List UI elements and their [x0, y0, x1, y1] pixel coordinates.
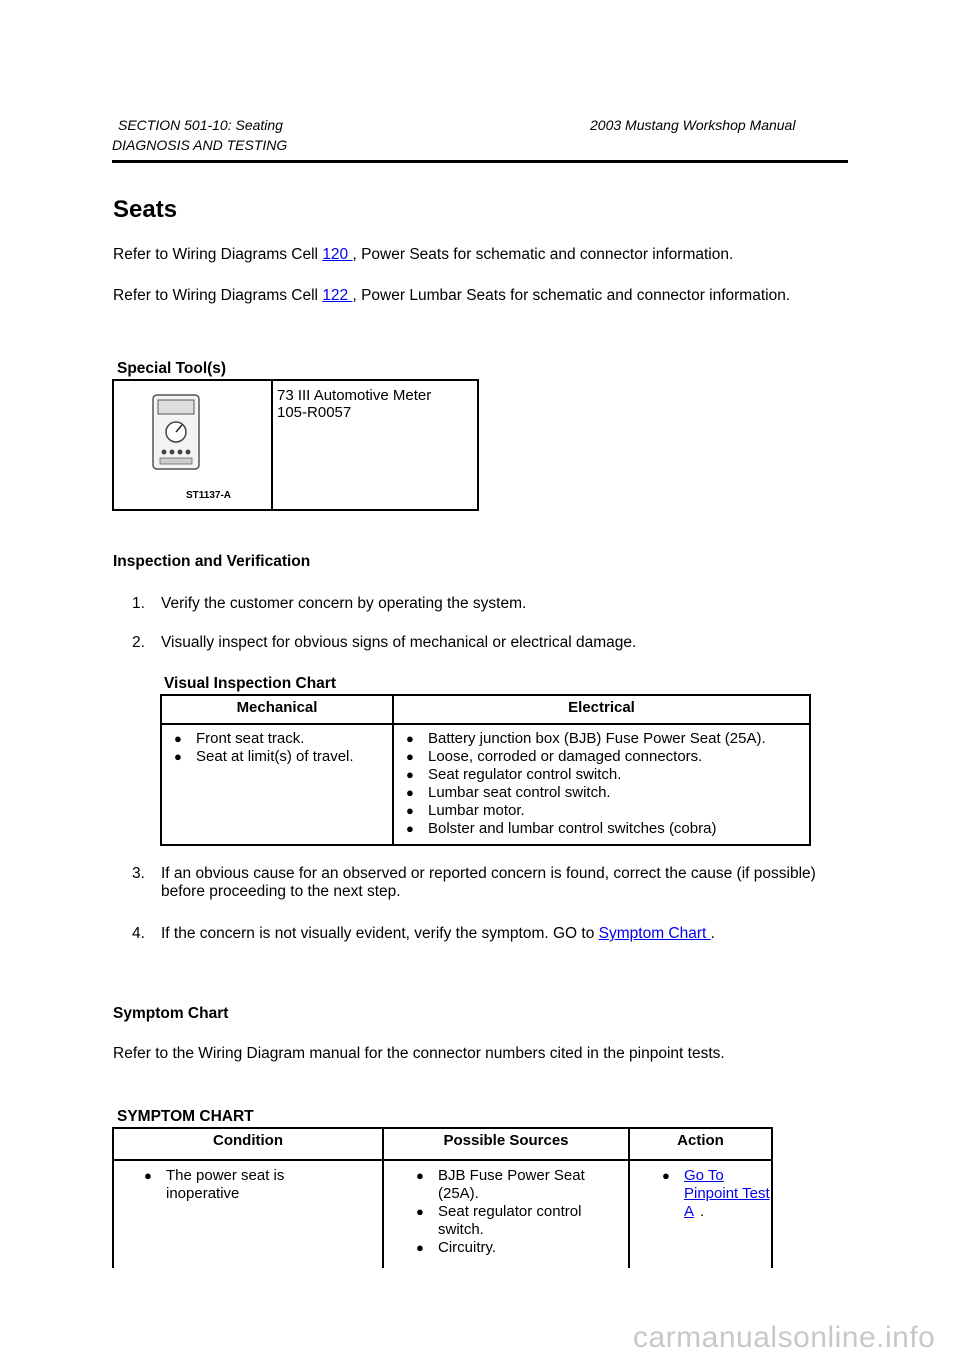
mechanical-column-header: Mechanical — [161, 695, 393, 724]
action-suffix: . — [700, 1203, 705, 1220]
step-4-prefix: If the concern is not visually evident, verify the symptom. GO to — [161, 925, 599, 942]
section-header: SECTION 501-10: Seating — [118, 117, 283, 133]
header-rule — [112, 160, 848, 163]
electrical-item: ● Loose, corroded or damaged connectors. — [404, 748, 809, 766]
visual-inspection-chart-label: Visual Inspection Chart — [164, 675, 336, 692]
tool-image-caption: ST1137-A — [186, 490, 232, 501]
symptom-chart-table — [112, 1127, 773, 1268]
step-3-number: 3. — [132, 865, 145, 882]
electrical-item: ● Bolster and lumbar control switches (cobra) — [404, 820, 809, 838]
ref-2-suffix: , Power Lumbar Seats for schematic and connector information. — [352, 287, 791, 304]
step-2-number: 2. — [132, 634, 145, 651]
sources-cell — [383, 1160, 629, 1268]
mechanical-item: ● Front seat track. — [172, 730, 392, 748]
inspection-heading: Inspection and Verification — [113, 553, 311, 570]
cell-120-link[interactable]: 120 — [322, 246, 353, 263]
source-line: ● BJB Fuse Power Seat — [438, 1167, 585, 1184]
electrical-item: ● Lumbar seat control switch. — [404, 784, 809, 802]
subsection-header: DIAGNOSIS AND TESTING — [112, 137, 288, 153]
ref-1-prefix: Refer to Wiring Diagrams Cell — [113, 246, 323, 263]
electrical-item: ● Battery junction box (BJB) Fuse Power Seat (25A). — [404, 730, 809, 748]
tool-number: 105-R0057 — [277, 404, 352, 421]
action-link-line-2: Pinpoint Test — [684, 1185, 770, 1202]
action-link-line-1: ● Go To — [684, 1167, 724, 1184]
step-4-suffix: . — [710, 925, 715, 942]
watermark: carmanualsonline.info — [633, 1321, 936, 1354]
step-1-number: 1. — [132, 595, 145, 612]
special-tools-label: Special Tool(s) — [117, 360, 227, 377]
action-item — [660, 1167, 771, 1221]
condition-item — [142, 1167, 382, 1203]
electrical-cell — [393, 724, 810, 845]
step-2-text: Visually inspect for obvious signs of mechanical or electrical damage. — [161, 634, 637, 651]
action-cell — [629, 1160, 772, 1268]
step-4-text — [161, 925, 715, 943]
ref-1-suffix: , Power Seats for schematic and connector information. — [352, 246, 734, 263]
action-link-line-3: A — [684, 1203, 695, 1220]
symptom-intro: Refer to the Wiring Diagram manual for the connector numbers cited in the pinpoint tests. — [113, 1045, 725, 1062]
step-3-line-1: If an obvious cause for an observed or reported concern is found, correct the cause (if possible) — [161, 865, 816, 882]
step-4-number: 4. — [132, 925, 145, 942]
source-item — [414, 1167, 628, 1203]
ref-paragraph-2 — [113, 287, 790, 305]
source-line: switch. — [438, 1221, 484, 1238]
mechanical-cell — [161, 724, 393, 845]
multimeter-image — [152, 394, 200, 470]
symptom-chart-clip — [112, 1127, 773, 1268]
step-1-text: Verify the customer concern by operating the system. — [161, 595, 527, 612]
source-item — [414, 1203, 628, 1239]
electrical-item: ● Lumbar motor. — [404, 802, 809, 820]
source-line: ● Seat regulator control — [438, 1203, 582, 1220]
electrical-column-header: Electrical — [393, 695, 810, 724]
symptom-heading: Symptom Chart — [113, 1005, 229, 1022]
page-title: Seats — [113, 196, 178, 223]
cell-122-link[interactable]: 122 — [322, 287, 353, 304]
condition-line-2: inoperative — [166, 1185, 240, 1202]
symptom-chart-label: SYMPTOM CHART — [117, 1108, 254, 1125]
source-item — [414, 1239, 628, 1257]
condition-cell — [113, 1160, 383, 1268]
action-column-header: Action — [629, 1128, 772, 1160]
condition-line-1: ● The power seat is — [166, 1167, 285, 1184]
source-line: ● Circuitry. — [438, 1239, 497, 1256]
ref-2-prefix: Refer to Wiring Diagrams Cell — [113, 287, 323, 304]
mechanical-item: ● Seat at limit(s) of travel. — [172, 748, 392, 766]
electrical-item: ● Seat regulator control switch. — [404, 766, 809, 784]
tool-name: 73 III Automotive Meter — [277, 387, 432, 404]
pinpoint-test-a-link[interactable] — [684, 1167, 771, 1221]
ref-paragraph-1 — [113, 246, 733, 264]
symptom-chart-link[interactable]: Symptom Chart — [598, 925, 711, 942]
tool-info-cell — [272, 380, 478, 510]
manual-title: 2003 Mustang Workshop Manual — [590, 117, 796, 133]
step-3-line-2: before proceeding to the next step. — [161, 883, 401, 900]
visual-inspection-chart — [160, 694, 811, 846]
condition-column-header: Condition — [113, 1128, 383, 1160]
sources-column-header: Possible Sources — [383, 1128, 629, 1160]
source-line: (25A). — [438, 1185, 479, 1202]
